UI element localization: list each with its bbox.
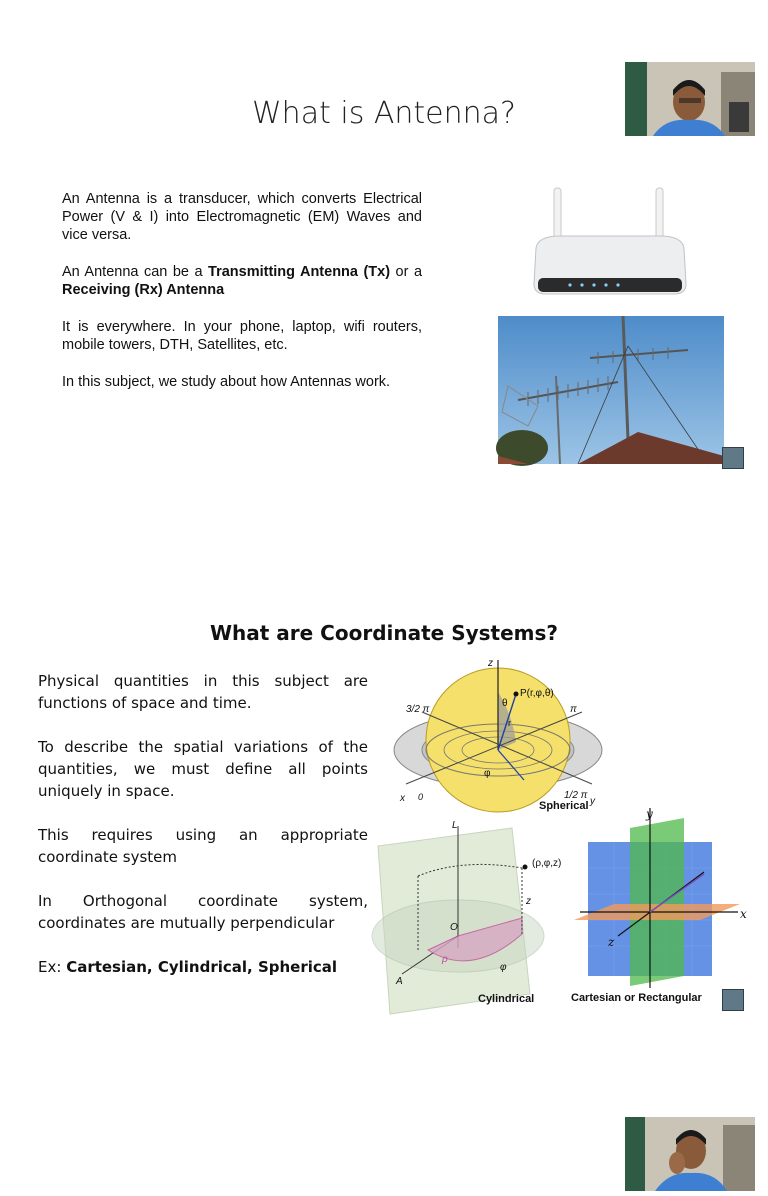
slide-what-is-antenna	[0, 0, 768, 512]
point-label: (ρ,φ,z)	[532, 858, 562, 869]
paragraph-spatial: To describe the spatial variations of the quantities, we must define all points uniquely in space.	[38, 738, 368, 800]
cartesian-coordinate-diagram	[574, 808, 756, 992]
angle-label: π	[570, 704, 577, 715]
rooftop-antenna-photo	[498, 316, 724, 464]
paragraph-definition: An Antenna is a transducer, which converts Electrical Power (V & I) into Electromagnetic (EM) Waves and vice versa.	[62, 191, 422, 243]
antenna-description	[62, 190, 422, 410]
text: or a	[390, 264, 423, 280]
watermark-logo-icon	[722, 447, 744, 469]
watermark-logo-icon	[722, 989, 744, 1011]
theta-label: θ	[502, 698, 508, 709]
presenter-webcam	[625, 62, 755, 136]
paragraph-orthogonal: In Orthogonal coordinate system, coordinates are mutually perpendicular	[38, 892, 368, 932]
phi-label: φ	[484, 768, 491, 779]
angle-label: 3/2 π	[406, 704, 430, 715]
paragraph-subject: In this subject, we study about how Antennas work.	[62, 374, 391, 390]
slide-title: What is Antenna?	[252, 96, 516, 131]
l-axis-label: L	[452, 820, 458, 831]
wifi-router-image	[530, 186, 690, 298]
z-label: z	[526, 896, 531, 907]
z-axis-label: z	[608, 935, 615, 949]
paragraph-examples: It is everywhere. In your phone, laptop, wifi routers, mobile towers, DTH, Satellites, etc.	[62, 319, 422, 353]
origin-label: 0	[418, 792, 424, 802]
paragraph-requirement: This requires using an appropriate coordinate system	[38, 826, 368, 866]
paragraph-examples	[38, 956, 368, 978]
x-axis-label: x	[400, 793, 405, 804]
text: An Antenna can be a	[62, 264, 209, 280]
text: Ex:	[38, 958, 67, 976]
bold-text: Transmitting Antenna (Tx)	[208, 264, 391, 280]
cartesian-label: Cartesian or Rectangular	[571, 992, 702, 1004]
rho-label: ρ	[442, 954, 448, 965]
phi-label: φ	[500, 962, 507, 973]
a-axis-label: A	[396, 976, 403, 987]
bold-text: Cartesian, Cylindrical, Spherical	[66, 958, 338, 976]
r-label: r	[508, 718, 511, 728]
paragraph-types	[62, 263, 422, 299]
bold-text: Receiving (Rx) Antenna	[62, 282, 225, 298]
z-axis-label: z	[488, 658, 493, 669]
presenter-webcam	[625, 1117, 755, 1191]
origin-label: O	[450, 922, 458, 933]
spherical-coordinate-diagram	[392, 654, 618, 814]
slide-title: What are Coordinate Systems?	[209, 621, 559, 645]
point-label: P(r,φ,θ)	[520, 688, 554, 699]
paragraph-quantities: Physical quantities in this subject are functions of space and time.	[38, 672, 368, 712]
x-axis-label: x	[740, 907, 747, 921]
spherical-label: Spherical	[539, 800, 589, 812]
coordinate-description	[38, 670, 368, 1000]
cylindrical-label: Cylindrical	[478, 993, 535, 1005]
y-axis-label: y	[646, 807, 653, 821]
y-axis-label: y	[590, 796, 595, 807]
slide-coordinate-systems	[0, 512, 768, 1024]
angle-label: 1/2 π	[564, 790, 588, 801]
